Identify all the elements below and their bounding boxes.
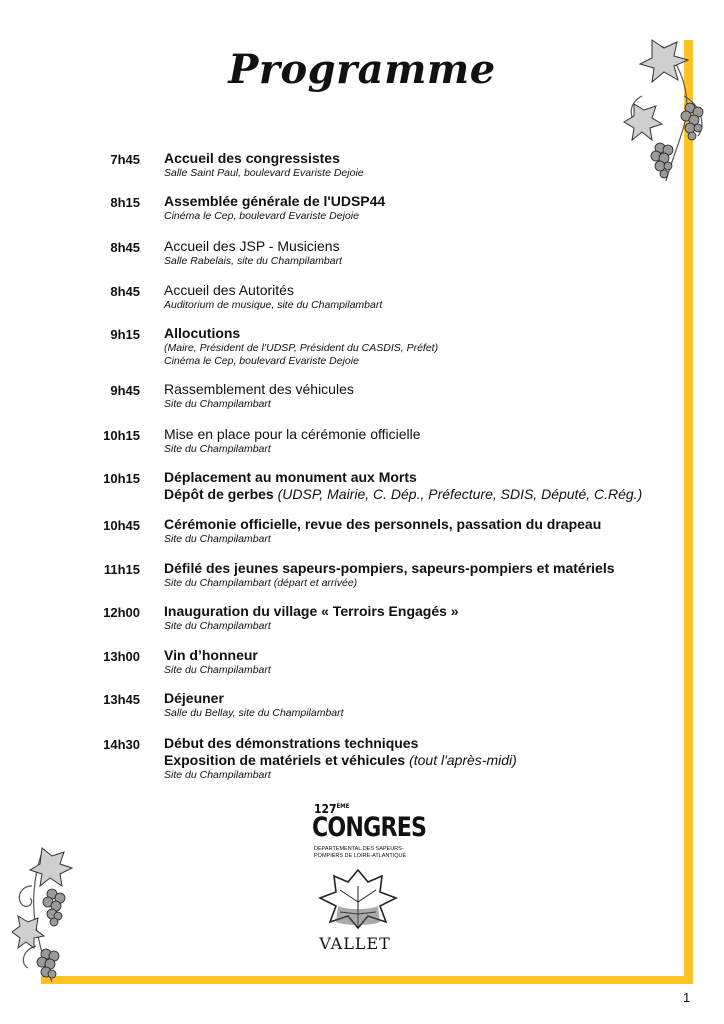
event-time: 12h00 <box>103 605 140 620</box>
event-time: 11h15 <box>103 562 140 577</box>
page-title: Programme <box>228 46 496 93</box>
event-note: (UDSP, Mairie, C. Dép., Préfecture, SDIS, Député, C.Rég.) <box>277 486 643 502</box>
event-location: (Maire, Président de l’UDSP, Président du CASDIS, Préfet) <box>164 342 439 354</box>
programme-event <box>96 516 676 546</box>
event-title: Inauguration du village « Terroirs Engagés » <box>164 603 459 619</box>
programme-event <box>96 469 676 503</box>
event-location: Site du Champilambart <box>164 398 271 410</box>
programme-event <box>96 560 676 590</box>
event-location: Site du Champilambart <box>164 533 271 545</box>
page-number: 1 <box>683 990 691 1005</box>
event-details <box>164 282 676 312</box>
event-details <box>164 325 676 368</box>
event-time: 8h45 <box>110 240 140 255</box>
programme-event <box>96 238 676 268</box>
programme-event <box>96 647 676 677</box>
event-title: Rassemblement des véhicules <box>164 381 354 397</box>
event-details <box>164 238 676 268</box>
event-title: Dépôt de gerbes (UDSP, Mairie, C. Dép., Préfecture, SDIS, Député, C.Rég.) <box>164 486 643 502</box>
logo-town: VALLET <box>319 934 391 953</box>
event-time: 10h15 <box>103 471 140 486</box>
programme-event <box>96 282 676 312</box>
event-details <box>164 469 676 503</box>
event-time: 10h15 <box>103 428 140 443</box>
programme-event <box>96 193 676 223</box>
event-title: Cérémonie officielle, revue des personnels, passation du drapeau <box>164 516 602 532</box>
programme-event <box>96 325 676 368</box>
event-time: 8h45 <box>110 284 140 299</box>
event-time: 8h15 <box>110 195 140 210</box>
grape-vine-bottom-left-icon <box>12 846 82 984</box>
event-title: Début des démonstrations techniques <box>164 735 419 751</box>
event-details <box>164 426 676 456</box>
congres-logo <box>300 800 427 960</box>
event-title: Déplacement au monument aux Morts <box>164 469 417 485</box>
event-location: Site du Champilambart (départ et arrivée) <box>164 577 358 589</box>
event-location: Auditorium de musique, site du Champilambart <box>164 299 383 311</box>
event-details <box>164 193 676 223</box>
programme-event <box>96 150 676 180</box>
programme-event <box>96 381 676 411</box>
event-details <box>164 560 676 590</box>
event-location: Salle Rabelais, site du Champilambart <box>164 255 343 267</box>
event-time: 14h30 <box>103 737 140 752</box>
event-location: Salle du Bellay, site du Champilambart <box>164 707 344 719</box>
event-location: Site du Champilambart <box>164 664 271 676</box>
event-time: 10h45 <box>103 518 140 533</box>
event-title: Assemblée générale de l'UDSP44 <box>164 193 386 209</box>
event-location: Site du Champilambart <box>164 620 271 632</box>
event-title: Allocutions <box>164 325 241 341</box>
event-location: Site du Champilambart <box>164 769 271 781</box>
event-details <box>164 647 676 677</box>
event-location: Cinéma le Cep, boulevard Evariste Dejoie <box>164 355 359 367</box>
event-title: Accueil des Autorités <box>164 282 294 298</box>
event-title: Déjeuner <box>164 690 224 706</box>
logo-subtitle: DEPARTEMENTAL DES SAPEURS-POMPIERS DE LOIRE-ATLANTIQUE <box>314 846 407 859</box>
vine-leaf-icon <box>316 866 400 932</box>
event-note: (tout l'après-midi) <box>409 752 517 768</box>
event-time: 13h45 <box>103 692 140 707</box>
programme-event <box>96 426 676 456</box>
event-details <box>164 603 676 633</box>
logo-name: CONGRES <box>312 812 427 843</box>
event-time: 13h00 <box>103 649 140 664</box>
event-details <box>164 735 676 782</box>
event-location: Site du Champilambart <box>164 443 271 455</box>
programme-event <box>96 735 676 782</box>
logo-edition: 127ÈME <box>314 802 350 816</box>
event-title: Vin d’honneur <box>164 647 258 663</box>
event-title: Mise en place pour la cérémonie officielle <box>164 426 421 442</box>
event-details <box>164 516 676 546</box>
programme-event <box>96 603 676 633</box>
event-title: Accueil des congressistes <box>164 150 340 166</box>
event-location: Cinéma le Cep, boulevard Evariste Dejoie <box>164 210 359 222</box>
event-details <box>164 381 676 411</box>
event-details <box>164 150 676 180</box>
event-time: 9h15 <box>110 327 140 342</box>
event-title: Accueil des JSP - Musiciens <box>164 238 340 254</box>
event-time: 7h45 <box>110 152 140 167</box>
event-location: Salle Saint Paul, boulevard Evariste Dejoie <box>164 167 364 179</box>
event-time: 9h45 <box>110 383 140 398</box>
programme-event <box>96 690 676 720</box>
event-title: Exposition de matériels et véhicules (tout l'après-midi) <box>164 752 517 768</box>
event-details <box>164 690 676 720</box>
event-title: Défilé des jeunes sapeurs-pompiers, sapeurs-pompiers et matériels <box>164 560 615 576</box>
